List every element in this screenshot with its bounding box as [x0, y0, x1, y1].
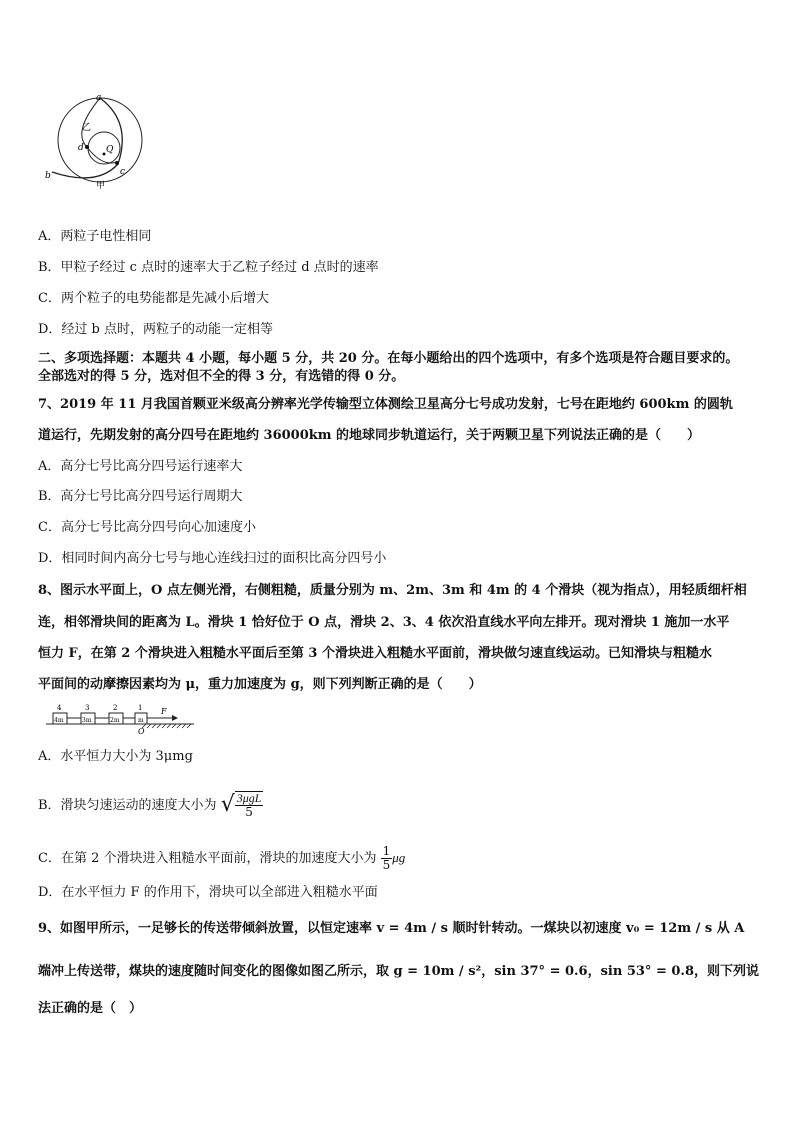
outer-circle	[58, 98, 142, 182]
sliders-figure	[44, 703, 200, 737]
q8-option-d: D．在水平恒力 F 的作用下，滑块可以全部进入粗糙水平面	[38, 885, 378, 900]
circle-trajectory-figure	[42, 92, 160, 192]
q8-line1: 8、图示水平面上，O 点左侧光滑，右侧粗糙，质量分别为 m、2m、3m 和 4m 的 4 个滑块（视为指点），用轻质细杆相	[38, 583, 747, 598]
origin-label: O	[138, 727, 145, 736]
label-yi: 乙	[82, 123, 92, 133]
q6-option-a: A．两粒子电性相同	[38, 229, 152, 244]
q8-line3: 恒力 F，在第 2 个滑块进入粗糙水平面后至第 3 个滑块进入粗糙水平面前，滑块做匀速直线运动。已知滑块与粗糙水	[38, 646, 712, 661]
c-denominator: 5	[382, 858, 391, 872]
block-1-mass: m	[138, 717, 144, 724]
label-d: d	[78, 143, 84, 153]
q7-option-b: B．高分七号比高分四号运行周期大	[38, 489, 243, 504]
q6-option-b: B．甲粒子经过 c 点时的速率大于乙粒子经过 d 点时的速率	[38, 260, 379, 275]
block-2-mass: 2m	[110, 717, 120, 724]
label-jia: 甲	[96, 181, 106, 191]
label-c: c	[120, 167, 126, 177]
section2-line1: 二、多项选择题：本题共 4 小题，每小题 5 分，共 20 分。在每小题给出的四个选项中，有多个选项是符合题目要求的。	[38, 351, 739, 366]
jia-trajectory	[52, 98, 122, 178]
point-c	[115, 161, 119, 165]
q7-option-d: D．相同时间内高分七号与地心连线扫过的面积比高分四号小	[38, 551, 387, 566]
q8-option-b-text: B．滑块匀速运动的速度大小为	[38, 797, 217, 813]
q8-option-b	[38, 790, 764, 821]
sqrt-expression: √ $\frac{\text{3μgL}}{5}$	[220, 791, 262, 819]
block-1-number: 1	[138, 704, 143, 712]
block-4-mass: 4m	[54, 717, 64, 724]
rough-surface-hatch	[142, 724, 191, 728]
q8-option-c-text: C．在第 2 个滑块进入粗糙水平面前，滑块的加速度大小为	[38, 851, 377, 866]
q7-line2: 道运行，先期发射的高分四号在距地约 36000km 的地球同步轨道运行，关于两颗卫星下列说法正确的是（ ）	[38, 428, 701, 443]
c-numerator: 1	[382, 844, 391, 858]
q8-option-a: A．水平恒力大小为 3μmg	[38, 749, 193, 764]
q9-line2: 端冲上传送带，煤块的速度随时间变化的图像如图乙所示，取 g = 10m / s²，sin 37° = 0.6，sin 53° = 0.8，则下列说	[38, 964, 759, 979]
c-fraction	[381, 845, 393, 872]
b-numerator: 3μgL	[236, 791, 262, 805]
q7-line1: 7、2019 年 11 月我国首颗亚米级高分辨率光学传输型立体测绘卫星高分七号成功发射，七号在距地约 600km 的圆轨	[38, 397, 733, 412]
q6-option-c: C．两个粒子的电势能都是先减小后增大	[38, 291, 269, 306]
force-label: F	[161, 707, 167, 716]
label-Q: Q	[106, 145, 114, 155]
label-b: b	[45, 171, 51, 181]
block-3-number: 3	[85, 704, 90, 712]
block-4-number: 4	[57, 704, 62, 712]
q8-line2: 连，相邻滑块间的距离为 L。滑块 1 恰好位于 O 点，滑块 2、3、4 依次沿直线水平向左排开。现对滑块 1 施加一水平	[38, 615, 730, 630]
q8-option-c	[38, 843, 764, 874]
q7-option-a: A．高分七号比高分四号运行速率大	[38, 459, 243, 474]
q7-option-c: C．高分七号比高分四号向心加速度小	[38, 520, 256, 535]
section2-line2: 全部选对的得 5 分，选对但不全的得 3 分，有选错的得 0 分。	[38, 369, 405, 384]
inner-circle	[88, 132, 120, 164]
q8-line4: 平面间的动摩擦因素均为 μ，重力加速度为 g，则下列判断正确的是（ ）	[38, 677, 482, 692]
q9-line3: 法正确的是（ ）	[38, 1001, 143, 1016]
b-denominator: 5	[245, 805, 253, 819]
q6-option-d: D．经过 b 点时，两粒子的动能一定相等	[38, 322, 274, 337]
point-d	[85, 145, 89, 149]
q9-line1: 9、如图甲所示，一足够长的传送带倾斜放置，以恒定速率 v = 4m / s 顺时针转动。一煤块以初速度 v₀ = 12m / s 从 A	[38, 921, 745, 936]
label-a: a	[96, 93, 102, 103]
block-2-number: 2	[113, 704, 118, 712]
block-3-mass: 3m	[82, 717, 92, 724]
c-suffix: μg	[392, 850, 406, 865]
